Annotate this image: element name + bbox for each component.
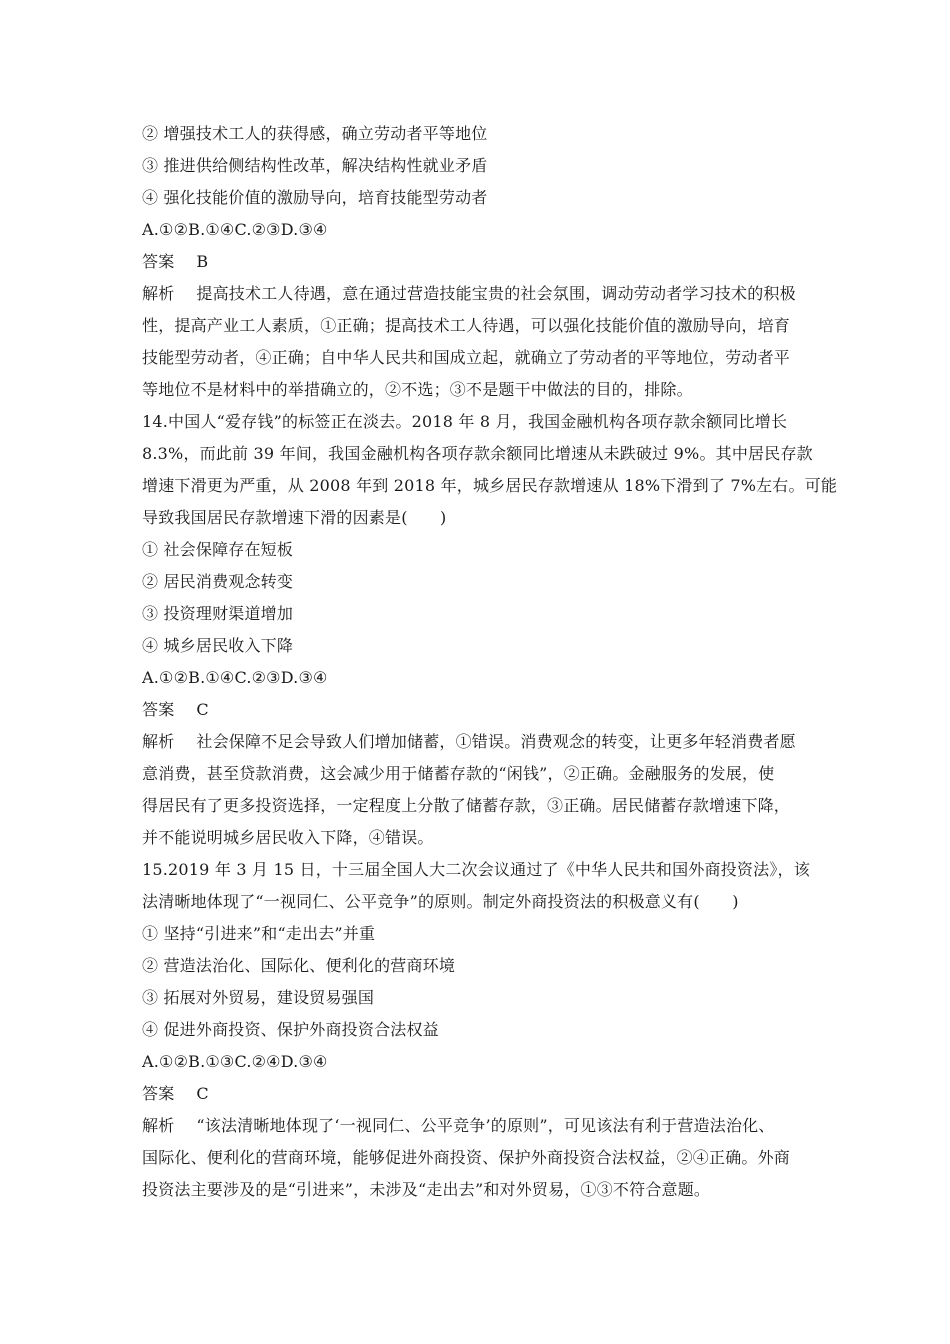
- q14-analysis-line-2: 意消费，甚至贷款消费，这会减少用于储蓄存款的“闲钱”，②正确。金融服务的发展，使: [142, 764, 775, 783]
- q15-option-2: ② 营造法治化、国际化、便利化的营商环境: [142, 956, 456, 975]
- q14-stem-line-3: 增速下滑更为严重，从 2008 年到 2018 年，城乡居民存款增速从 18%下滑到了 7%左右。可能: [142, 476, 838, 495]
- q14-answer: [142, 700, 822, 720]
- q15-analysis-line-3: 投资法主要涉及的是“引进来”，未涉及“走出去”和对外贸易，①③不符合意题。: [142, 1180, 711, 1199]
- analysis-label: 解析: [142, 1116, 175, 1135]
- q14-analysis-line-1: [142, 732, 822, 752]
- answer-value: B: [196, 252, 209, 271]
- q13-option-3: ③ 推进供给侧结构性改革，解决结构性就业矛盾: [142, 156, 488, 175]
- q15-choices: A.①②B.①③C.②④D.③④: [142, 1052, 328, 1071]
- q14-stem-line-1: 14.中国人“爱存钱”的标签正在淡去。2018 年 8 月，我国金融机构各项存款余额同比增长: [142, 412, 788, 431]
- analysis-text: 社会保障不足会导致人们增加储蓄，①错误。消费观念的转变，让更多年轻消费者愿: [196, 732, 796, 751]
- analysis-text: “该法清晰地体现了‘一视同仁、公平竞争’的原则”，可见该法有利于营造法治化、: [196, 1116, 775, 1135]
- q13-analysis-line-4: 等地位不是材料中的举措确立的，②不选；③不是题干中做法的目的，排除。: [142, 380, 693, 399]
- q14-option-2: ② 居民消费观念转变: [142, 572, 294, 591]
- q14-choices: A.①②B.①④C.②③D.③④: [142, 668, 328, 687]
- q13-answer: [142, 252, 822, 272]
- q15-analysis-line-2: 国际化、便利化的营商环境，能够促进外商投资、保护外商投资合法权益，②④正确。外商: [142, 1148, 791, 1167]
- q14-option-3: ③ 投资理财渠道增加: [142, 604, 294, 623]
- q13-choices: A.①②B.①④C.②③D.③④: [142, 220, 328, 239]
- q15-stem-line-1: 15.2019 年 3 月 15 日，十三届全国人大二次会议通过了《中华人民共和国外商投资法》，该: [142, 860, 810, 879]
- q14-analysis-line-3: 得居民有了更多投资选择，一定程度上分散了储蓄存款，③正确。居民储蓄存款增速下降，: [142, 796, 791, 815]
- q13-option-4: ④ 强化技能价值的激励导向，培育技能型劳动者: [142, 188, 488, 207]
- q13-analysis-line-1: [142, 284, 822, 304]
- q15-answer: [142, 1084, 822, 1104]
- q14-option-1: ① 社会保障存在短板: [142, 540, 294, 559]
- answer-label: 答案: [142, 252, 175, 271]
- q15-option-1: ① 坚持“引进来”和“走出去”并重: [142, 924, 376, 943]
- q15-stem-line-2: 法清晰地体现了“一视同仁、公平竞争”的原则。制定外商投资法的积极意义有( ): [142, 892, 739, 911]
- q14-stem-line-2: 8.3%，而此前 39 年间，我国金融机构各项存款余额同比增速从未跌破过 9%。其中居民存款: [142, 444, 813, 463]
- answer-value: C: [196, 700, 209, 719]
- q13-analysis-line-3: 技能型劳动者，④正确；自中华人民共和国成立起，就确立了劳动者的平等地位，劳动者平: [142, 348, 791, 367]
- q15-analysis-line-1: [142, 1116, 822, 1136]
- q14-analysis-line-4: 并不能说明城乡居民收入下降，④错误。: [142, 828, 434, 847]
- q15-option-4: ④ 促进外商投资、保护外商投资合法权益: [142, 1020, 439, 1039]
- answer-value: C: [196, 1084, 209, 1103]
- analysis-label: 解析: [142, 732, 175, 751]
- q13-option-2: ② 增强技术工人的获得感，确立劳动者平等地位: [142, 124, 488, 143]
- q14-stem-line-4: 导致我国居民存款增速下滑的因素是( ): [142, 508, 447, 527]
- q15-option-3: ③ 拓展对外贸易，建设贸易强国: [142, 988, 375, 1007]
- q13-analysis-line-2: 性，提高产业工人素质，①正确；提高技术工人待遇，可以强化技能价值的激励导向，培育: [142, 316, 791, 335]
- analysis-label: 解析: [142, 284, 175, 303]
- analysis-text: 提高技术工人待遇，意在通过营造技能宝贵的社会氛围，调动劳动者学习技术的积极: [196, 284, 796, 303]
- answer-label: 答案: [142, 1084, 175, 1103]
- q14-option-4: ④ 城乡居民收入下降: [142, 636, 294, 655]
- answer-label: 答案: [142, 700, 175, 719]
